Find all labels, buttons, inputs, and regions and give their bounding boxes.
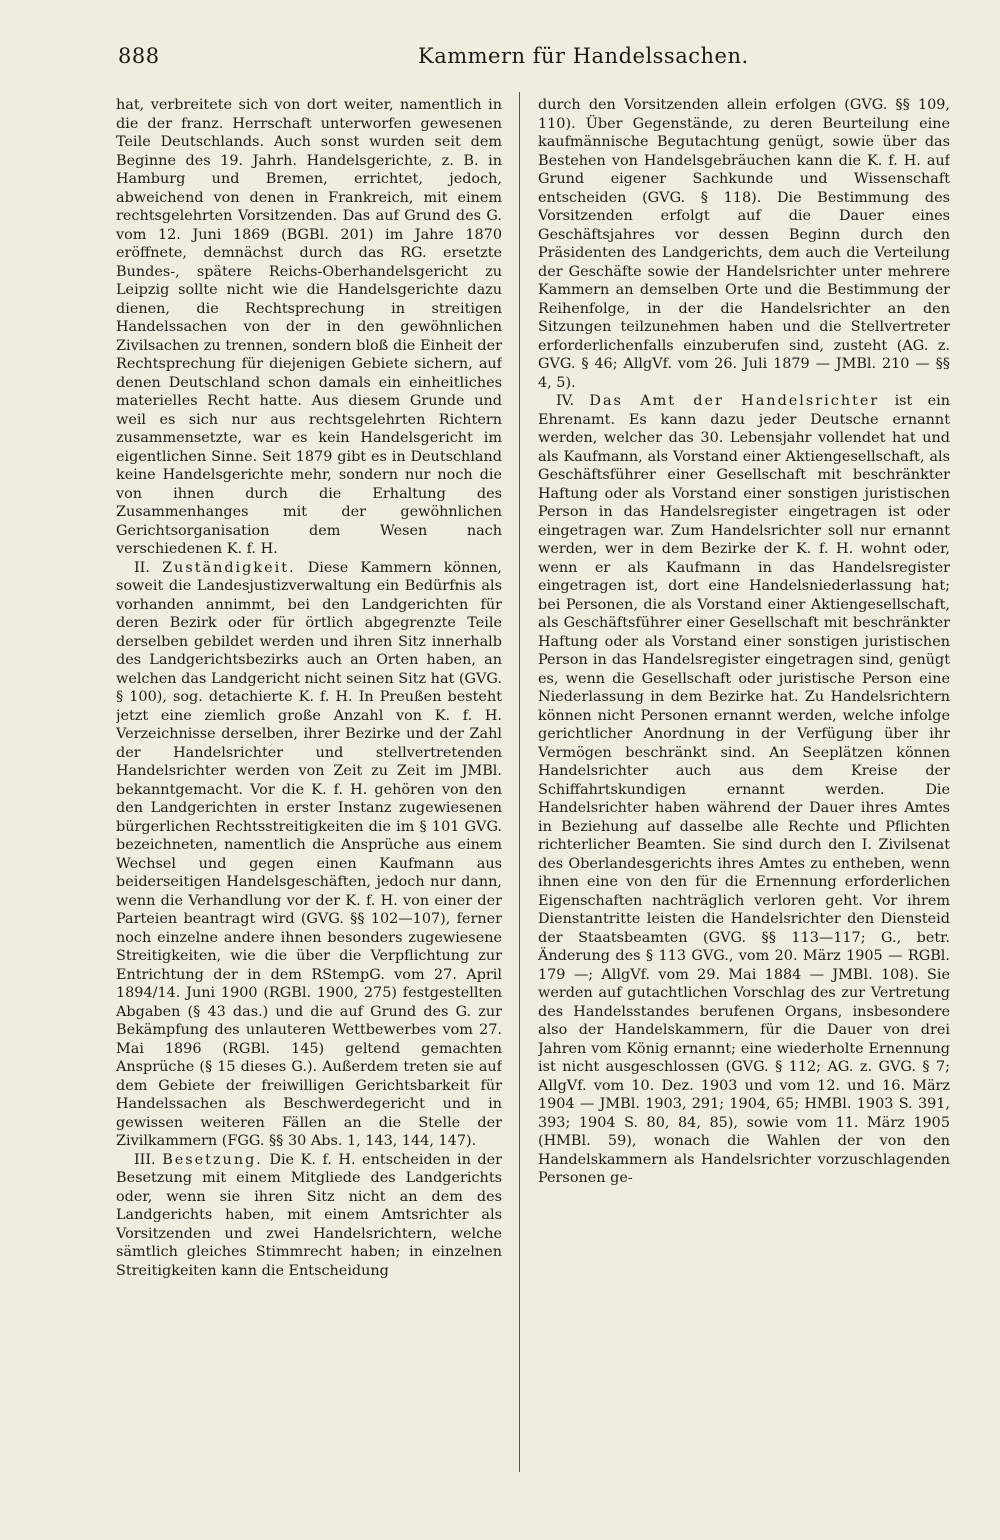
section-iv-number: IV.: [556, 393, 575, 409]
section-ii-text: Diese Kammern können, soweit die Landesjustizverwaltung ein Bedürfnis als vorhanden annimmt, bei den Landgerichten für deren Bezirk oder für örtlich abgegrenzte Teile derselben gebildet werden und ihren Sitz innerhalb des Landgerichtsbezirks auch an Orten haben, an welchen das Landgericht nicht seinen Sitz hat (GVG. § 100), sog. detachierte K. f. H. In Preußen besteht jetzt eine ziemlich große Anzahl von K. f. H. Verzeichnisse derselben, ihrer Bezirke und der Zahl der Handelsrichter und stellvertretenden Handelsrichter werden von Zeit zu Zeit im JMBl. bekanntgemacht. Vor die K. f. H. gehören von den den Landgerichten in erster Instanz zugewiesenen bürgerlichen Rechtsstreitigkeiten die im § 101 GVG. bezeichneten, namentlich die Ansprüche aus einem Wechsel und gegen einen Kaufmann aus beiderseitigen Handelsgeschäften, jedoch nur dann, wenn die Verhandlung vor der K. f. H. von einer der Parteien beantragt wird (GVG. §§ 102—107), ferner noch einzelne andere ihnen besonders zugewiesene Streitigkeiten, wie die über die Verpflichtung zur Entrichtung der in dem RStempG. vom 27. April 1894/14. Juni 1900 (RGBl. 1900, 275) festgestellten Abgaben (§ 43 das.) und die auf Grund des G. zur Bekämpfung des unlauteren Wettbewerbes vom 27. Mai 1896 (RGBl. 145) geltend gemachten Ansprüche (§ 15 dieses G.). Außerdem treten sie auf dem Gebiete der freiwilligen Gerichtsbarkeit für Handelssachen als Beschwerdegericht und in gewissen weiteren Fällen an die Stelle der Zivilkammern (FGG. §§ 30 Abs. 1, 143, 144, 147).: [116, 559, 502, 1149]
column-divider: [519, 92, 520, 1472]
paragraph-section-iii-continued: durch den Vorsitzenden allein erfolgen (GVG. §§ 109, 110). Über Gegenstände, zu deren Beurteilung eine kaufmännische Begutachtung genügt, sowie über das Bestehen von Handelsgebräuchen kann die K. f. H. auf Grund eigener Sachkunde und Wissenschaft entscheiden (GVG. § 118). Die Bestimmung des Vorsitzenden erfolgt auf die Dauer eines Geschäftsjahres vor dessen Beginn durch den Präsidenten des Landgerichts, dem auch die Verteilung der Geschäfte sowie der Handelsrichter unter mehrere Kammern an demselben Orte und die Bestimmung der Reihenfolge, in der die Handelsrichter an den Sitzungen teilzunehmen haben und die Stellvertreter erforderlichenfalls einzuberufen sind, zusteht (AG. z. GVG. § 46; AllgVf. vom 26. Juli 1879 — JMBl. 210 — §§ 4, 5).: [538, 97, 950, 391]
paragraph-intro-continued: hat, verbreitete sich von dort weiter, namentlich in die der franz. Herrschaft unterworfen gewesenen Teile Deutschlands. Auch sonst wurden seit dem Beginne des 19. Jahrh. Handelsgerichte, z. B. in Hamburg und Bremen, errichtet, jedoch, abweichend von denen in Frankreich, mit einem rechtsgelehrten Vorsitzenden. Das auf Grund des G. vom 12. Juni 1869 (BGBl. 201) im Jahre 1870 eröffnete, demnächst durch das RG. ersetzte Bundes-, spätere Reichs-Oberhandelsgericht zu Leipzig sollte nicht wie die Handelsgerichte dazu dienen, die Rechtsprechung in streitigen Handelssachen von der in den gewöhnlichen Zivilsachen zu trennen, sondern bloß die Einheit der Rechtsprechung für diejenigen Gebiete sichern, auf denen Deutschland schon damals ein einheitliches materielles Recht hatte. Aus diesem Grunde und weil es sich nur aus rechtsgelehrten Richtern zusammensetzte, war es kein Handelsgericht im eigentlichen Sinne. Seit 1879 gibt es in Deutschland keine Handelsgerichte mehr, sondern nur noch die von ihnen durch die Erhaltung des Zusammenhanges mit der gewöhnlichen Gerichtsorganisation dem Wesen nach verschiedenen K. f. H.: [116, 97, 502, 557]
right-column: [538, 96, 950, 1466]
running-title: Kammern für Handelssachen.: [418, 44, 749, 68]
section-iii-heading: Besetzung.: [162, 1151, 263, 1168]
section-iii: [116, 1151, 502, 1281]
section-iv: [538, 392, 950, 1188]
section-iii-number: III.: [134, 1151, 156, 1168]
section-iv-text: ist ein Ehrenamt. Es kann dazu jeder Deutsche ernannt werden, welcher das 30. Lebensjahr vollendet hat und als Kaufmann, als Vorstand einer Aktiengesellschaft, als Geschäftsführer einer Gesellschaft mit beschränkter Haftung oder als Vorstand einer sonstigen juristischen Person in das Handelsregister eingetragen ist oder eingetragen war. Zum Handelsrichter soll nur ernannt werden, wer in dem Bezirke der K. f. H. wohnt oder, wenn er als Kaufmann in das Handelsregister eingetragen ist, dort eine Handelsniederlassung hat; bei Personen, die als Vorstand einer Aktiengesellschaft, als Geschäftsführer einer Gesellschaft mit beschränkter Haftung oder als Vorstand einer sonstigen juristischen Person in das Handelsregister eingetragen sind, genügt es, wenn die Gesellschaft oder juristische Person eine Niederlassung in dem Bezirke hat. Zu Handelsrichtern können nicht Personen ernannt werden, welche infolge gerichtlicher Anordnung in der Verfügung über ihr Vermögen beschränkt sind. An Seeplätzen können Handelsrichter auch aus dem Kreise der Schiffahrtskundigen ernannt werden. Die Handelsrichter haben während der Dauer ihres Amtes in Beziehung auf dasselbe alle Rechte und Pflichten richterlicher Beamten. Sie sind durch den I. Zivilsenat des Oberlandesgerichts ihres Amtes zu entheben, wenn ihnen eine von den für die Ernennung erforderlichen Eigenschaften nachträglich verloren geht. Vor ihrem Dienstantritte leisten die Handelsrichter den Diensteid der Staatsbeamten (GVG. §§ 113—117; G., betr. Änderung des § 113 GVG., vom 20. März 1905 — RGBl. 179 —; AllgVf. vom 29. Mai 1884 — JMBl. 108). Sie werden auf gutachtlichen Vorschlag des zur Vertretung des Handelsstandes berufenen Organs, insbesondere also der Handelskammern, für die Dauer von drei Jahren vom König ernannt; eine wiederholte Ernennung ist nicht ausgeschlossen (GVG. § 112; AG. z. GVG. § 7; AllgVf. vom 10. Dez. 1903 und vom 12. und 16. März 1904 — JMBl. 1903, 291; 1904, 65; HMBl. 1903 S. 391, 393; 1904 S. 80, 84, 85), sowie vom 11. März 1905 (HMBl. 59), wonach die Wahlen der von den Handelskammern als Handelsrichter vorzuschlagenden Personen ge-: [538, 393, 950, 1186]
section-iii-text: Die K. f. H. entscheiden in der Besetzung mit einem Mitgliede des Landgerichts oder, wenn sie ihren Sitz nicht an dem des Landgerichts haben, mit einem Amtsrichter als Vorsitzenden und zwei Handelsrichtern, welche sämtlich gleiches Stimmrecht haben; in einzelnen Streitigkeiten kann die Entscheidung: [116, 1151, 502, 1279]
left-column: [116, 96, 502, 1466]
section-ii-number: II.: [134, 559, 150, 576]
section-ii-heading: Zuständigkeit.: [162, 559, 296, 576]
section-ii: [116, 559, 502, 1151]
section-iv-heading: Das Amt der Handelsrichter: [589, 393, 880, 409]
page-number: 888: [118, 44, 160, 68]
page-header: [118, 40, 950, 80]
